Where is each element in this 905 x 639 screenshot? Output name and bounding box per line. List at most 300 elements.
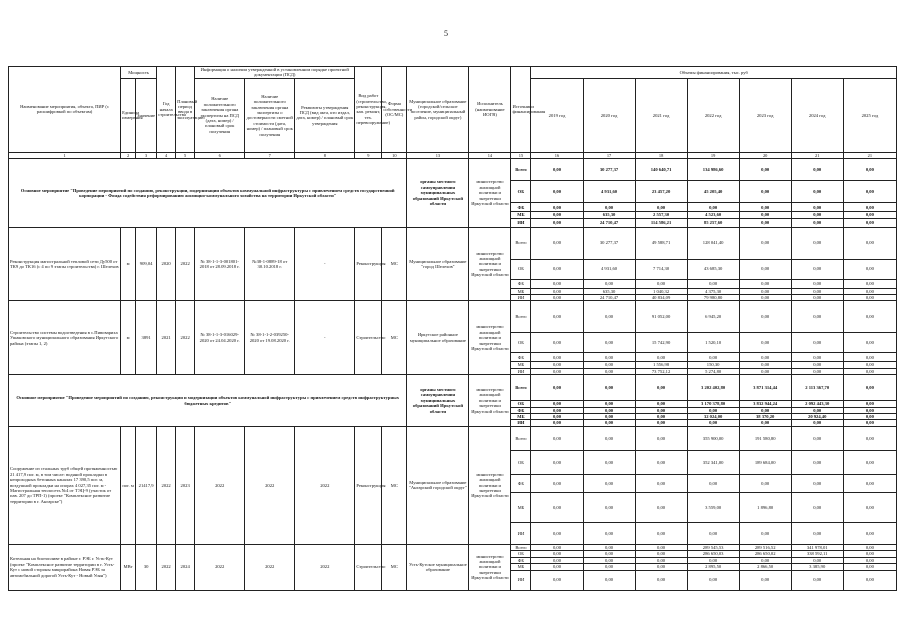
funding-value: 134 986,60: [687, 159, 739, 181]
column-number: 1: [9, 152, 121, 158]
funding-source: МБ: [511, 212, 531, 218]
funding-source: Всего: [511, 375, 531, 401]
funding-value: 0,00: [739, 368, 791, 374]
funding-value: 286 650,02: [739, 551, 791, 557]
funding-value: 0,00: [843, 450, 896, 474]
executor-cell: министерство жилищной политики и энергетики Иркутской области: [469, 544, 511, 590]
funding-value: 0,00: [583, 522, 635, 544]
funding-value: 0,00: [843, 564, 896, 570]
value-cell: 909,04: [136, 227, 157, 301]
funding-value: 0,00: [531, 414, 583, 420]
approval-cell: 2022: [295, 544, 355, 590]
header-year: 2021 год: [635, 78, 687, 152]
funding-value: 150,30: [687, 362, 739, 368]
funding-value: 0,00: [843, 426, 896, 450]
funding-value: 0,00: [531, 551, 583, 557]
header-year: 2020 год: [583, 78, 635, 152]
header-capacity: Мощность: [121, 67, 157, 79]
funding-value: 0,00: [531, 212, 583, 218]
funding-value: 0,00: [635, 407, 687, 413]
header-municipality: Муниципальное образование (городской/сельское поселение, муниципальный район, городской округ): [407, 67, 469, 153]
funding-value: 0,00: [843, 551, 896, 557]
object-name: Котельная на биотопливе в районе г. РЭБ г. Усть-Кут (проект "Комплексное развитие территории в г. Усть-Кут с новой стороны микрорайона Новая РЭБ за автомобильной дорогой Усть-Кут - Новый Уоян"): [9, 544, 121, 590]
header-expertise: Наличие положительного заключения органа экспертизы на ПСД (дата, номер) / плановый срок получения: [195, 78, 245, 152]
object-name: Реконструкция магистральной тепловой сети Ду500 от ТК9 до ТК16 (с 4 по 9 этапы строительства) г. Шелехов: [9, 227, 121, 301]
header-year: 2023 год: [739, 78, 791, 152]
funding-value: 0,00: [531, 295, 583, 301]
funding-source: ИИ: [511, 420, 531, 426]
funding-value: 0,00: [687, 353, 739, 362]
funding-value: 2 113 367,70: [791, 375, 843, 401]
funding-value: 30 277,37: [583, 227, 635, 259]
funding-value: 0,00: [687, 557, 739, 563]
funding-value: 0,00: [843, 420, 896, 426]
funding-value: 0,00: [843, 218, 896, 227]
funding-value: 0,00: [739, 227, 791, 259]
funding-value: 3 202 402,80: [687, 375, 739, 401]
funding-value: 49 588,71: [635, 227, 687, 259]
funding-value: 0,00: [583, 420, 635, 426]
year-end-cell: 2023: [176, 426, 195, 544]
column-number: 4: [157, 152, 176, 158]
approval-cell: -: [295, 301, 355, 375]
funding-value: 0,00: [843, 181, 896, 203]
funding-value: 0,00: [843, 279, 896, 288]
funding-source: МБ: [511, 362, 531, 368]
funding-value: 0,00: [843, 362, 896, 368]
funding-value: 0,00: [531, 333, 583, 353]
funding-value: 0,00: [739, 474, 791, 492]
funding-value: 0,00: [843, 159, 896, 181]
funding-value: 0,00: [531, 420, 583, 426]
funding-value: 0,00: [843, 295, 896, 301]
cost-expertise-cell: 2022: [245, 544, 295, 590]
funding-value: 635,30: [583, 288, 635, 294]
unit-cell: МВт: [121, 544, 136, 590]
funding-source: Всего: [511, 227, 531, 259]
funding-value: 0,00: [791, 259, 843, 279]
funding-value: 0,00: [791, 203, 843, 212]
executor-cell: министерство жилищной политики и энергетики Иркутской области: [469, 426, 511, 544]
funding-value: 0,00: [531, 450, 583, 474]
funding-source: ИИ: [511, 295, 531, 301]
column-number: 5: [176, 152, 195, 158]
work-type-cell: Реконструкция: [355, 227, 382, 301]
unit-cell: пог. м: [121, 426, 136, 544]
main-activity-title: Основное мероприятие "Проведение мероприятий по созданию, реконструкции, модернизации объектов коммунальной инфраструктуры с привлечением средств государственной корпорации - Фонда содействия реформированию жилищно-коммунального хозяйства на территории Иркутской области": [9, 159, 407, 227]
funding-value: 352 341,00: [687, 450, 739, 474]
funding-value: 91 052,00: [635, 301, 687, 333]
funding-value: 0,00: [739, 570, 791, 590]
funding-source: Всего: [511, 544, 531, 550]
column-number: 2: [121, 152, 136, 158]
funding-source: ОБ: [511, 333, 531, 353]
funding-value: 0,00: [739, 279, 791, 288]
funding-value: 0,00: [531, 353, 583, 362]
funding-value: 0,00: [531, 368, 583, 374]
funding-value: 0,00: [739, 218, 791, 227]
header-year: 2025 год: [843, 78, 896, 152]
funding-value: 0,00: [843, 353, 896, 362]
funding-value: 79 980,80: [687, 295, 739, 301]
approval-cell: -: [295, 227, 355, 301]
funding-value: 0,00: [583, 203, 635, 212]
funding-value: 0,00: [843, 570, 896, 590]
funding-value: 0,00: [635, 570, 687, 590]
funding-value: 0,00: [843, 544, 896, 550]
funding-value: 0,00: [583, 474, 635, 492]
column-number: 21: [791, 152, 843, 158]
funding-value: 23 457,20: [635, 181, 687, 203]
funding-value: 0,00: [635, 203, 687, 212]
funding-value: 128 041,40: [687, 227, 739, 259]
funding-value: 24 710,47: [583, 295, 635, 301]
funding-value: 341 978,01: [791, 544, 843, 550]
funding-value: 0,00: [531, 564, 583, 570]
funding-source: ОБ: [511, 450, 531, 474]
funding-value: 0,00: [791, 362, 843, 368]
funding-value: 30 277,37: [583, 159, 635, 181]
year-start-cell: 2022: [157, 426, 176, 544]
cost-expertise-cell: № 38-1-1-2-039250-2020 от 19.08.2020 г.: [245, 301, 295, 375]
funding-value: 0,00: [687, 279, 739, 288]
funding-value: 3 559,00: [687, 492, 739, 522]
funding-value: 0,00: [843, 522, 896, 544]
funding-value: 0,00: [583, 414, 635, 420]
funding-value: 0,00: [739, 522, 791, 544]
funding-value: 0,00: [791, 522, 843, 544]
funding-value: 0,00: [791, 557, 843, 563]
funding-value: 0,00: [791, 301, 843, 333]
funding-value: 0,00: [739, 407, 791, 413]
funding-value: 7 714,30: [635, 259, 687, 279]
funding-source: ИИ: [511, 522, 531, 544]
column-number: 8: [295, 152, 355, 158]
funding-value: 0,00: [843, 414, 896, 420]
year-start-cell: 2020: [157, 227, 176, 301]
column-number: 18: [635, 152, 687, 158]
funding-value: 0,00: [583, 557, 635, 563]
funding-source: МБ: [511, 414, 531, 420]
funding-source: ФБ: [511, 279, 531, 288]
funding-value: 0,00: [739, 353, 791, 362]
header-funding: Объемы финансирования, тыс. руб: [531, 67, 897, 79]
funding-value: 0,00: [635, 557, 687, 563]
funding-value: 0,00: [531, 362, 583, 368]
funding-value: 0,00: [635, 564, 687, 570]
funding-value: 0,00: [531, 203, 583, 212]
ownership-cell: МС: [382, 544, 407, 590]
funding-value: 0,00: [687, 407, 739, 413]
funding-value: 0,00: [791, 492, 843, 522]
column-number: 15: [511, 152, 531, 158]
funding-value: 0,00: [843, 288, 896, 294]
work-type-cell: Строительство: [355, 544, 382, 590]
header-year: 2022 год: [687, 78, 739, 152]
funding-value: 0,00: [739, 333, 791, 353]
header-name: Наименование мероприятия, объекта, ПИР (с расшифровкой по объектам): [9, 67, 121, 153]
funding-value: 20 924,40: [791, 414, 843, 420]
column-number: 19: [687, 152, 739, 158]
funding-value: 0,00: [531, 181, 583, 203]
funding-source: МБ: [511, 492, 531, 522]
funding-value: 73 752,12: [635, 368, 687, 374]
funding-value: 0,00: [739, 212, 791, 218]
ownership-cell: МС: [382, 426, 407, 544]
main-activity-title: Основное мероприятие "Проведение мероприятий по созданию, реконструкции и модернизации объектов коммунальной инфраструктуры с привлечением средств инфраструктурных бюджетных кредитов": [9, 375, 407, 427]
municipality-cell: органы местного самоуправления муниципальных образований Иркутской области: [407, 159, 469, 227]
column-number: 21: [843, 152, 896, 158]
funding-source: ИИ: [511, 570, 531, 590]
funding-value: 0,00: [791, 570, 843, 590]
funding-source: ОБ: [511, 181, 531, 203]
funding-value: 0,00: [531, 557, 583, 563]
object-name: Строительство системы водоотведения в с.Пивовариха Ушаковского муниципального образования Иркутского района (этапы 1, 2): [9, 301, 121, 375]
header-year: 2019 год: [531, 78, 583, 152]
funding-value: 355 900,00: [687, 426, 739, 450]
unit-cell: м: [121, 227, 136, 301]
executor-cell: министерство жилищной политики и энергетики Иркутской области: [469, 227, 511, 301]
funding-value: 2 866,50: [739, 564, 791, 570]
funding-value: 0,00: [583, 450, 635, 474]
funding-value: 0,00: [843, 212, 896, 218]
funding-value: 0,00: [635, 414, 687, 420]
funding-value: 0,00: [583, 426, 635, 450]
funding-value: 0,00: [531, 401, 583, 407]
funding-value: 0,00: [791, 450, 843, 474]
funding-value: 2 557,30: [635, 212, 687, 218]
funding-value: 4 375,30: [687, 288, 739, 294]
funding-value: 635,30: [583, 212, 635, 218]
header-cost-expertise: Наличие положительного заключения органа экспертизы о достоверности сметной стоимости (дата, номер) / плановый срок получения: [245, 78, 295, 152]
executor-cell: министерство жилищной политики и энергетики Иркутской области: [469, 159, 511, 227]
column-number: 17: [583, 152, 635, 158]
value-cell: 3891: [136, 301, 157, 375]
funding-value: 0,00: [531, 259, 583, 279]
funding-value: 191 580,80: [739, 426, 791, 450]
funding-value: 24 710,47: [583, 218, 635, 227]
funding-source: ОБ: [511, 401, 531, 407]
funding-value: 1 556,98: [635, 362, 687, 368]
column-number: 14: [469, 152, 511, 158]
funding-value: 0,00: [531, 227, 583, 259]
funding-value: 0,00: [791, 212, 843, 218]
funding-value: 0,00: [739, 181, 791, 203]
ownership-cell: МС: [382, 301, 407, 375]
expertise-cell: 2022: [195, 544, 245, 590]
funding-value: 0,00: [791, 420, 843, 426]
funding-value: 0,00: [635, 279, 687, 288]
executor-cell: министерство жилищной политики и энергетики Иркутской области: [469, 375, 511, 427]
funding-value: 0,00: [843, 203, 896, 212]
header-docs-group: Информация о наличии утвержденной в установленном порядке проектной документации (ПСД): [195, 67, 355, 79]
funding-value: 0,00: [583, 551, 635, 557]
column-number: 10: [382, 152, 407, 158]
funding-source: ОБ: [511, 551, 531, 557]
funding-value: 0,00: [739, 259, 791, 279]
year-start-cell: 2021: [157, 301, 176, 375]
funding-source: Всего: [511, 159, 531, 181]
municipality-cell: Усть-Кутское муниципальное образование: [407, 544, 469, 590]
funding-value: 286 650,03: [687, 551, 739, 557]
funding-value: 0,00: [791, 288, 843, 294]
funding-value: 6 945,20: [687, 301, 739, 333]
funding-value: 0,00: [843, 368, 896, 374]
funding-value: 0,00: [791, 159, 843, 181]
funding-value: 3 385,90: [791, 564, 843, 570]
year-end-cell: 2022: [176, 301, 195, 375]
funding-value: 0,00: [843, 557, 896, 563]
funding-value: 0,00: [635, 375, 687, 401]
funding-value: 4 931,60: [583, 181, 635, 203]
column-number: 3: [136, 152, 157, 158]
funding-value: 85 257,60: [687, 218, 739, 227]
funding-value: 32 024,00: [687, 414, 739, 420]
cost-expertise-cell: 2022: [245, 426, 295, 544]
funding-value: 0,00: [791, 333, 843, 353]
funding-value: 0,00: [843, 375, 896, 401]
funding-value: 140 640,71: [635, 159, 687, 181]
funding-value: 0,00: [635, 401, 687, 407]
funding-row: [9, 544, 897, 550]
funding-value: 0,00: [583, 333, 635, 353]
funding-source: ФБ: [511, 407, 531, 413]
funding-source: ОБ: [511, 259, 531, 279]
funding-value: 0,00: [531, 375, 583, 401]
funding-source: Всего: [511, 301, 531, 333]
funding-value: 0,00: [635, 426, 687, 450]
funding-value: 0,00: [531, 474, 583, 492]
funding-value: 0,00: [635, 474, 687, 492]
funding-value: 0,00: [843, 301, 896, 333]
funding-table: [8, 66, 897, 591]
funding-value: 0,00: [635, 551, 687, 557]
year-end-cell: 2022: [176, 227, 195, 301]
header-approval: Реквизиты утверждения ПСД (вид акта, кто издал, дата, номер) / плановый срок утверждения: [295, 78, 355, 152]
funding-value: 0,00: [531, 407, 583, 413]
funding-value: 0,00: [739, 362, 791, 368]
funding-value: 0,00: [635, 420, 687, 426]
header-work-type: Вид работ (строительство, реконструкция, кап. ремонт, тех. перевооружение): [355, 67, 382, 153]
funding-value: 0,00: [843, 407, 896, 413]
funding-value: 0,00: [635, 522, 687, 544]
funding-value: 0,00: [687, 203, 739, 212]
funding-value: 0,00: [791, 181, 843, 203]
funding-value: 0,00: [583, 368, 635, 374]
funding-value: 0,00: [739, 295, 791, 301]
funding-value: 0,00: [843, 401, 896, 407]
funding-value: 0,00: [583, 279, 635, 288]
object-name: Сооружение из стальных труб общей протяженностью 21 417,9 пог. м, в том числе: водяной прокладки в непроходных бетонных каналах 17 390,5 пог. м, воздушной прокладки на опорах 4 027,35 пог. м - Магистральная теплосеть №4 от ТЭЦ-9 (участок от пав. 207 до ТРП-1) (проект "Комплексное развитие территории в г. Ангарске"): [9, 426, 121, 544]
funding-row: [9, 227, 897, 259]
funding-row: [9, 301, 897, 333]
value-cell: 30: [136, 544, 157, 590]
funding-value: 0,00: [739, 301, 791, 333]
municipality-cell: Муниципальное образование "Ангарский городской округ": [407, 426, 469, 544]
funding-value: 0,00: [583, 570, 635, 590]
funding-value: 0,00: [687, 570, 739, 590]
funding-value: 0,00: [791, 474, 843, 492]
funding-value: 289 545,53: [687, 544, 739, 550]
unit-cell: м: [121, 301, 136, 375]
column-number: 16: [531, 152, 583, 158]
funding-source: МБ: [511, 288, 531, 294]
funding-row: [9, 375, 897, 401]
funding-value: 0,00: [635, 544, 687, 550]
header-ownership: Форма собственности (ОС/МС): [382, 67, 407, 153]
funding-value: 0,00: [583, 353, 635, 362]
funding-row: [9, 426, 897, 450]
funding-value: 0,00: [531, 159, 583, 181]
funding-value: 0,00: [583, 492, 635, 522]
funding-value: 338 592,11: [791, 551, 843, 557]
funding-source: Всего: [511, 426, 531, 450]
funding-value: 0,00: [531, 301, 583, 333]
funding-value: 0,00: [791, 279, 843, 288]
funding-source: ФБ: [511, 353, 531, 362]
header-value: Значение: [136, 78, 157, 152]
funding-source: МБ: [511, 564, 531, 570]
column-number: 13: [407, 152, 469, 158]
funding-value: 0,00: [791, 426, 843, 450]
funding-value: 2 092 443,30: [791, 401, 843, 407]
municipality-cell: органы местного самоуправления муниципальных образований Иркутской области: [407, 375, 469, 427]
funding-value: 0,00: [687, 522, 739, 544]
funding-value: 15 742,90: [635, 333, 687, 353]
funding-value: 40 834,09: [635, 295, 687, 301]
funding-value: 0,00: [531, 570, 583, 590]
header-year: 2024 год: [791, 78, 843, 152]
column-number: 9: [355, 152, 382, 158]
funding-row: [9, 159, 897, 181]
funding-source: ФБ: [511, 557, 531, 563]
header-executor: Исполнитель (наименование ИОГВ): [469, 67, 511, 153]
funding-value: 0,00: [635, 450, 687, 474]
expertise-cell: № 38-1-1-3-001801-2018 от 28.09.2018 г.: [195, 227, 245, 301]
funding-value: 0,00: [583, 401, 635, 407]
funding-value: 0,00: [791, 218, 843, 227]
funding-value: 0,00: [583, 544, 635, 550]
funding-value: 0,00: [583, 407, 635, 413]
funding-value: 0,00: [635, 353, 687, 362]
header-year-start: Год начала строительства: [157, 67, 176, 153]
municipality-cell: Муниципальное образование "город Шелехов": [407, 227, 469, 301]
funding-value: 3 832 944,24: [739, 401, 791, 407]
funding-value: 1 040,32: [635, 288, 687, 294]
funding-value: 0,00: [531, 522, 583, 544]
column-number: 20: [739, 152, 791, 158]
value-cell: 21417,9: [136, 426, 157, 544]
funding-value: 0,00: [531, 426, 583, 450]
cost-expertise-cell: №38-1-0889-18 от 30.10.2018 г.: [245, 227, 295, 301]
funding-value: 45 205,40: [687, 181, 739, 203]
work-type-cell: Строительство: [355, 301, 382, 375]
funding-value: 0,00: [531, 218, 583, 227]
funding-value: 0,00: [843, 474, 896, 492]
funding-value: 0,00: [739, 420, 791, 426]
executor-cell: министерство жилищной политики и энергетики Иркутской области: [469, 301, 511, 375]
funding-value: 0,00: [583, 362, 635, 368]
funding-value: 4 931,60: [583, 259, 635, 279]
funding-value: 0,00: [739, 288, 791, 294]
funding-value: 0,00: [843, 259, 896, 279]
funding-value: 0,00: [531, 288, 583, 294]
funding-value: 0,00: [635, 492, 687, 522]
expertise-cell: № 38-1-1-3-016029-2020 от 24.04.2020 г.: [195, 301, 245, 375]
funding-value: 38 370,20: [739, 414, 791, 420]
funding-value: 0,00: [531, 492, 583, 522]
year-start-cell: 2022: [157, 544, 176, 590]
